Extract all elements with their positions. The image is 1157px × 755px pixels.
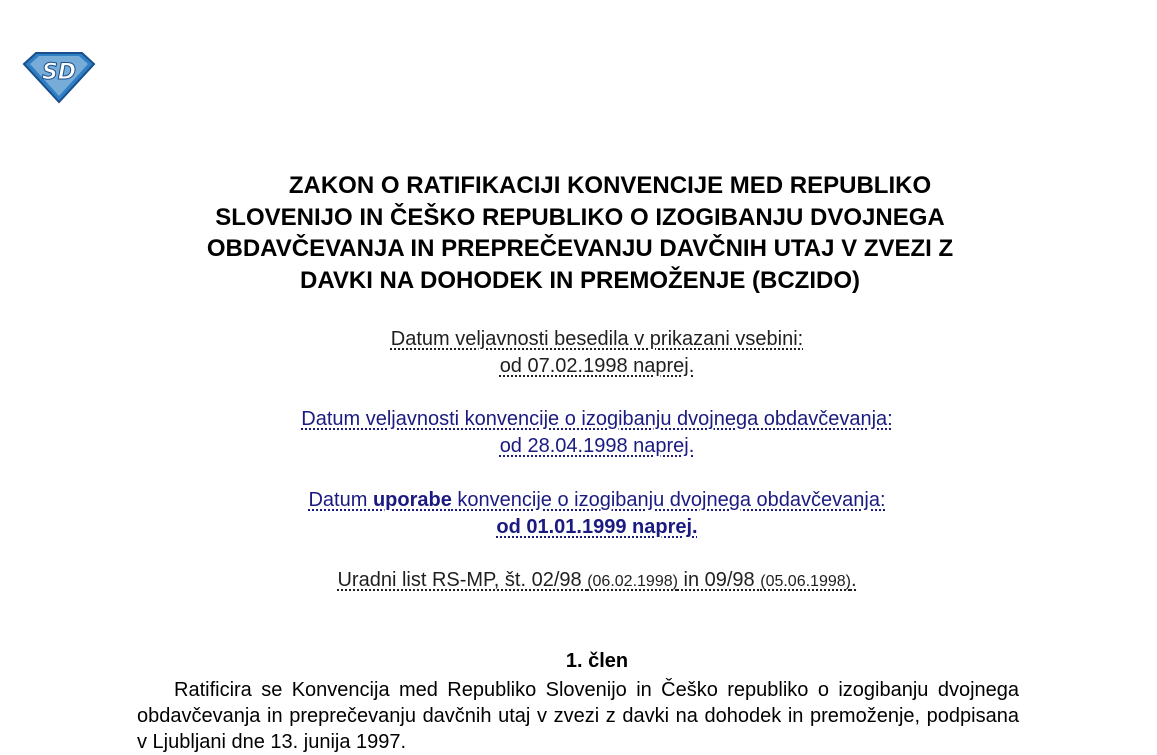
gazette-part1: Uradni list RS-MP, št. 02/98	[337, 569, 588, 591]
text-validity-date-link[interactable]: od 07.02.1998 naprej.	[499, 355, 695, 377]
gazette-link[interactable]	[337, 569, 856, 591]
sd-logo	[22, 50, 96, 104]
convention-validity-link[interactable]: Datum veljavnosti konvencije o izogibanju dvojnega obdavčevanja:	[301, 408, 893, 430]
convention-validity-block	[0, 406, 1157, 460]
use-label-bold: uporabe	[372, 489, 452, 511]
gazette-part2: in 09/98	[677, 569, 761, 591]
text-validity-block	[0, 326, 1157, 380]
gazette-end: .	[850, 569, 857, 591]
gazette-date1: (06.02.1998)	[587, 573, 678, 590]
gazette-block	[0, 567, 1157, 595]
logo-text: SD	[41, 60, 77, 85]
convention-use-link[interactable]	[308, 489, 885, 511]
sd-logo-icon	[22, 50, 96, 104]
article-paragraph: Ratificira se Konvencija med Republiko Slovenijo in Češko republiko o izogibanju dvojnega obdavčevanja in preprečevanju davčnih utaj v zvezi z davki na dohodek in premoženje, podpisana v Ljubljani dne 13. junija 1997.	[137, 679, 1019, 753]
document-title	[130, 170, 1030, 296]
title-line-1: ZAKON O RATIFIKACIJI KONVENCIJE MED REPUBLIKO	[288, 172, 932, 199]
convention-use-block	[0, 487, 1157, 541]
convention-use-date-link[interactable]: od 01.01.1999 naprej.	[496, 516, 698, 538]
article-body	[137, 677, 1019, 755]
title-line-3: OBDAVČEVANJA IN PREPREČEVANJU DAVČNIH UTAJ V ZVEZI Z	[206, 235, 954, 262]
article-heading: 1. člen	[565, 650, 629, 672]
title-line-2: SLOVENIJO IN ČEŠKO REPUBLIKO O IZOGIBANJU DVOJNEGA	[215, 203, 945, 231]
use-label-after: konvencije o izogibanju dvojnega obdavčevanja:	[451, 489, 886, 511]
title-line-4: DAVKI NA DOHODEK IN PREMOŽENJE (BCZIDO)	[299, 266, 860, 294]
use-label-before: Datum	[308, 489, 373, 511]
text-validity-link[interactable]: Datum veljavnosti besedila v prikazani vsebini:	[390, 328, 804, 350]
convention-validity-date-link[interactable]: od 28.04.1998 naprej.	[499, 435, 695, 457]
gazette-date2: (05.06.1998)	[760, 573, 851, 590]
